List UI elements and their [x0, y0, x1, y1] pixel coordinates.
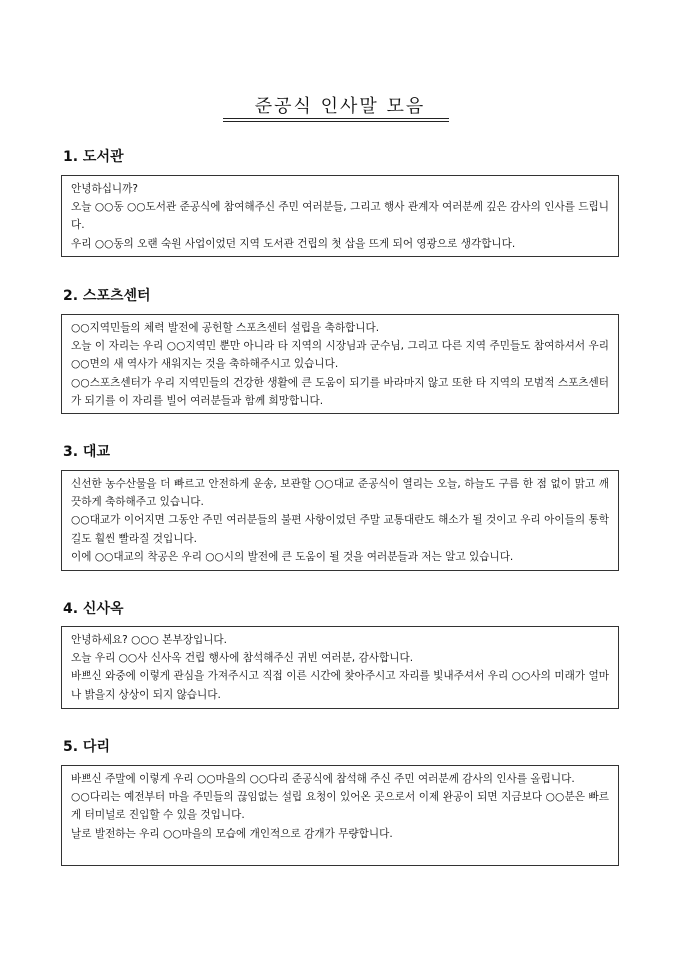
greeting-line: 날로 발전하는 우리 ○○마을의 모습에 개인적으로 감개가 무량합니다.	[71, 827, 393, 840]
title-underline-bottom	[223, 121, 449, 122]
page-title: 준공식 인사말 모음	[254, 96, 426, 117]
greeting-line: 바쁘신 와중에 이렇게 관심을 가져주시고 직접 이른 시간에 찾아주시고 자리를 빛내주셔서 우리 ○○사의 미래가 얼마나 밝을지 상상이 되지 않습니다.	[71, 670, 609, 701]
section-new-headquarters	[61, 598, 621, 701]
title-underline-top	[223, 118, 449, 119]
greeting-box	[61, 626, 619, 709]
section-bridge	[61, 736, 621, 840]
greeting-line: 우리 ○○동의 오랜 숙원 사업이었던 지역 도서관 건립의 첫 삽을 뜨게 되어 영광으로 생각합니다.	[71, 237, 516, 250]
greeting-box	[61, 314, 619, 414]
greeting-box	[61, 470, 619, 571]
greeting-line: 이에 ○○대교의 착공은 우리 ○○시의 발전에 큰 도움이 될 것을 여러분들과 저는 알고 있습니다.	[71, 550, 514, 563]
greeting-line: ○○스포츠센터가 우리 지역민들의 건강한 생활에 큰 도움이 되기를 바라마지 않고 또한 타 지역의 모범적 스포츠센터가 되기를 이 자리를 빌어 여러분들과 함께 희망합니다.	[71, 376, 609, 407]
section-heading: 3. 대교	[63, 444, 110, 460]
greeting-box	[61, 175, 619, 257]
greeting-line: 오늘 우리 ○○사 신사옥 건립 행사에 참석해주신 귀빈 여러분, 감사합니다.	[71, 652, 414, 665]
greeting-line: 바쁘신 주말에 이렇게 우리 ○○마을의 ○○다리 준공식에 참석해 주신 주민 여러분께 감사의 인사를 올립니다.	[71, 773, 575, 785]
section-sports-center	[61, 285, 621, 407]
greeting-line: 안녕하십니까?	[71, 183, 139, 195]
greeting-line: 오늘 ○○동 ○○도서관 준공식에 참여해주신 주민 여러분들, 그리고 행사 관계자 여러분께 깊은 감사의 인사를 드립니다.	[71, 201, 609, 232]
greeting-line: ○○대교가 이어지면 그동안 주민 여러분들의 불편 사항이었던 주말 교통대란도 해소가 될 것이고 우리 아이들의 통학길도 훨씬 빨라질 것입니다.	[71, 514, 609, 545]
greeting-box	[61, 765, 619, 866]
section-heading: 2. 스포츠센터	[63, 288, 151, 304]
section-heading: 5. 다리	[63, 739, 110, 755]
section-heading: 1. 도서관	[63, 149, 124, 165]
greeting-line: 신선한 농수산물을 더 빠르고 안전하게 운송, 보관할 ○○대교 준공식이 열리는 오늘, 하늘도 구름 한 점 없이 맑고 깨끗하게 축하해주고 있습니다.	[71, 478, 609, 509]
section-library	[61, 146, 621, 250]
greeting-line: 오늘 이 자리는 우리 ○○지역민 뿐만 아니라 타 지역의 시장님과 군수님, 그리고 다른 지역 주민들도 참여하셔서 우리 ○○면의 새 역사가 새워지는 것을 축하해주시고 있습니다.	[71, 340, 609, 371]
section-heading: 4. 신사옥	[63, 601, 124, 617]
section-bridge-grand	[61, 441, 621, 563]
greeting-line: 안녕하세요? ○○○ 본부장입니다.	[71, 634, 228, 646]
greeting-line: ○○다리는 예전부터 마을 주민들의 끊임없는 설립 요청이 있어온 곳으로서 이제 완공이 되면 지금보다 ○○분은 빠르게 터미널로 진입할 수 있을 것입니다.	[71, 791, 609, 822]
greeting-line: ○○지역민들의 체력 발전에 공헌할 스포츠센터 설립을 축하합니다.	[71, 322, 380, 334]
